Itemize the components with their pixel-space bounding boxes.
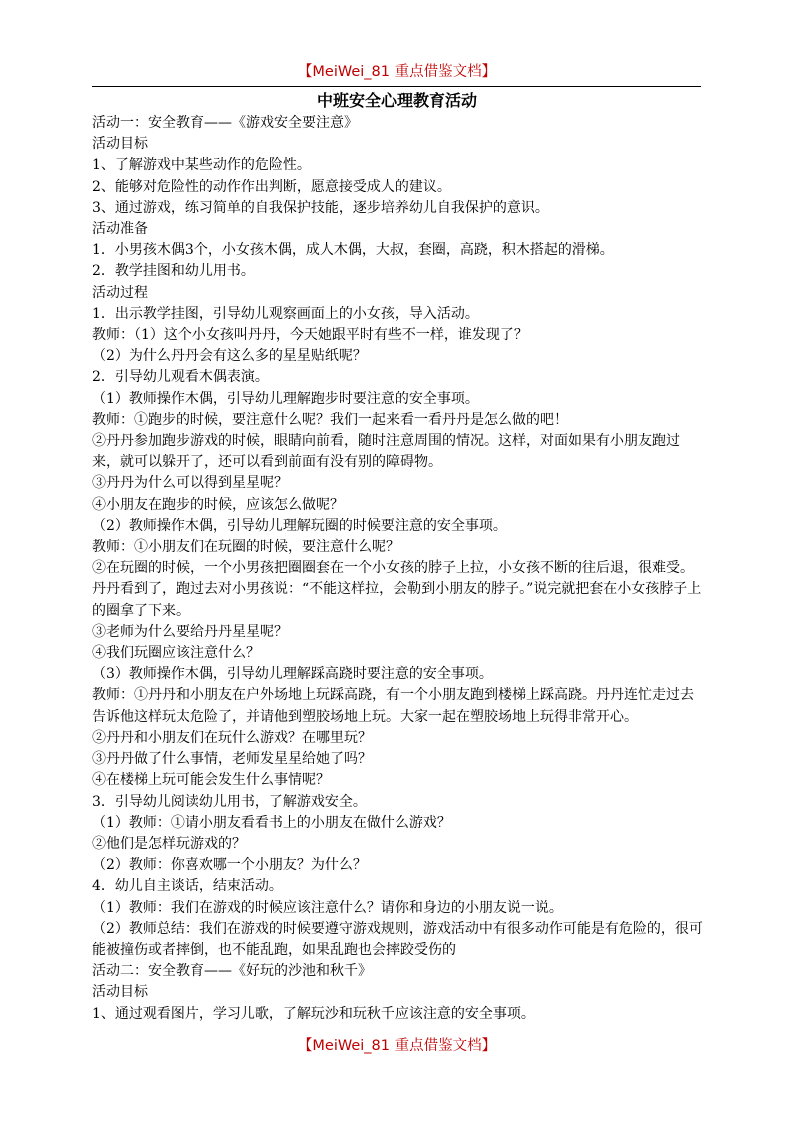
text-line: ④小朋友在跑步的时候，应该怎么做呢？ (92, 496, 344, 513)
text-line: ③老师为什么要给丹丹星星呢？ (92, 623, 288, 640)
text-line: ④我们玩圈应该注意什么？ (92, 645, 260, 662)
text-line: 1．小男孩木偶3个，小女孩木偶，成人木偶，大叔，套圈，高跷，积木搭起的滑梯。 (92, 242, 614, 259)
text-line: ②丹丹参加跑步游戏的时候，眼睛向前看，随时注意周围的情况。这样，对面如果有小朋友跑过来，就可以躲开了，还可以看到前面有没有别的障碍物。 (92, 433, 680, 471)
text-line: ②在玩圈的时候，一个小男孩把圈圈套在一个小女孩的脖子上拉，小女孩不断的往后退，很难受。丹丹看到了，跑过去对小男孩说：“不能这样拉，会勒到小朋友的脖子。”说完就把套在小女孩脖子上的圈拿了下来。 (92, 560, 702, 619)
text-line: 3．引导幼儿阅读幼儿用书，了解游戏安全。 (92, 793, 367, 810)
text-line: ③丹丹为什么可以得到星星呢？ (92, 475, 288, 492)
text-line: ③丹丹做了什么事情，老师发星星给她了吗？ (92, 751, 372, 768)
text-line: ②丹丹和小朋友们在玩什么游戏？在哪里玩？ (92, 729, 372, 746)
text-line: 4．幼儿自主谈话，结束活动。 (92, 878, 283, 895)
text-line: ④在楼梯上玩可能会发生什么事情呢？ (92, 772, 330, 789)
document-body (92, 113, 704, 1025)
text-line: 教师：（1）这个小女孩叫丹丹，今天她跟平时有些不一样，谁发现了？ (92, 327, 528, 344)
text-line: ②他们是怎样玩游戏的？ (92, 835, 246, 852)
text-line: 活动过程 (92, 284, 148, 301)
text-line: （2）教师操作木偶，引导幼儿理解玩圈的时候要注意的安全事项。 (92, 517, 507, 534)
text-line: 2．引导幼儿观看木偶表演。 (92, 369, 269, 386)
text-line: 活动一：安全教育——《游戏安全要注意》 (92, 115, 358, 131)
header-divider (92, 86, 701, 87)
text-line: （1）教师：我们在游戏的时候应该注意什么？请你和身边的小朋友说一说。 (92, 899, 563, 916)
text-line: （2）教师总结：我们在游戏的时候要遵守游戏规则，游戏活动中有很多动作可能是有危险的，很可能被撞伤或者摔倒，也不能乱跑，如果乱跑也会摔跤受伤的 (92, 920, 703, 958)
text-line: 活动目标 (92, 136, 148, 153)
text-line: 活动目标 (92, 984, 148, 1001)
text-line: 教师：①丹丹和小朋友在户外场地上玩踩高跷，有一个小朋友跑到楼梯上踩高跷。丹丹连忙走过去告诉他这样玩太危险了，并请他到塑胶场地上玩。大家一起在塑胶场地上玩得非常开心。 (92, 687, 694, 725)
text-line: 活动二：安全教育——《好玩的沙池和秋千》 (92, 963, 372, 980)
text-line: 1、通过观看图片，学习儿歌，了解玩沙和玩秋千应该注意的安全事项。 (92, 1005, 535, 1022)
text-line: 3、通过游戏，练习简单的自我保护技能，逐步培养幼儿自我保护的意识。 (92, 199, 549, 216)
text-line: 教师：①跑步的时候，要注意什么呢？我们一起来看一看丹丹是怎么做的吧！ (92, 411, 568, 428)
text-line: （1）教师操作木偶，引导幼儿理解跑步时要注意的安全事项。 (92, 390, 479, 407)
text-line: 2、能够对危险性的动作作出判断，愿意接受成人的建议。 (92, 178, 451, 195)
text-line: 2．教学挂图和幼儿用书。 (92, 263, 255, 280)
text-line: 1、了解游戏中某些动作的危险性。 (92, 157, 311, 174)
page-footer: 【MeiWei_81 重点借鉴文档】 (297, 1038, 497, 1054)
text-line: （1）教师：①请小朋友看看书上的小朋友在做什么游戏？ (92, 814, 451, 831)
text-line: （2）教师：你喜欢哪一个小朋友？为什么？ (92, 857, 367, 874)
text-line: 1．出示教学挂图，引导幼儿观察画面上的小女孩，导入活动。 (92, 305, 479, 322)
text-line: 教师：①小朋友们在玩圈的时候，要注意什么呢？ (92, 539, 400, 556)
document-title: 中班安全心理教育活动 (316, 91, 477, 110)
page-header: 【MeiWei_81 重点借鉴文档】 (297, 64, 497, 80)
text-line: （3）教师操作木偶，引导幼儿理解踩高跷时要注意的安全事项。 (92, 666, 493, 683)
text-line: 活动准备 (92, 221, 148, 238)
text-line: （2）为什么丹丹会有这么多的星星贴纸呢？ (92, 348, 367, 365)
